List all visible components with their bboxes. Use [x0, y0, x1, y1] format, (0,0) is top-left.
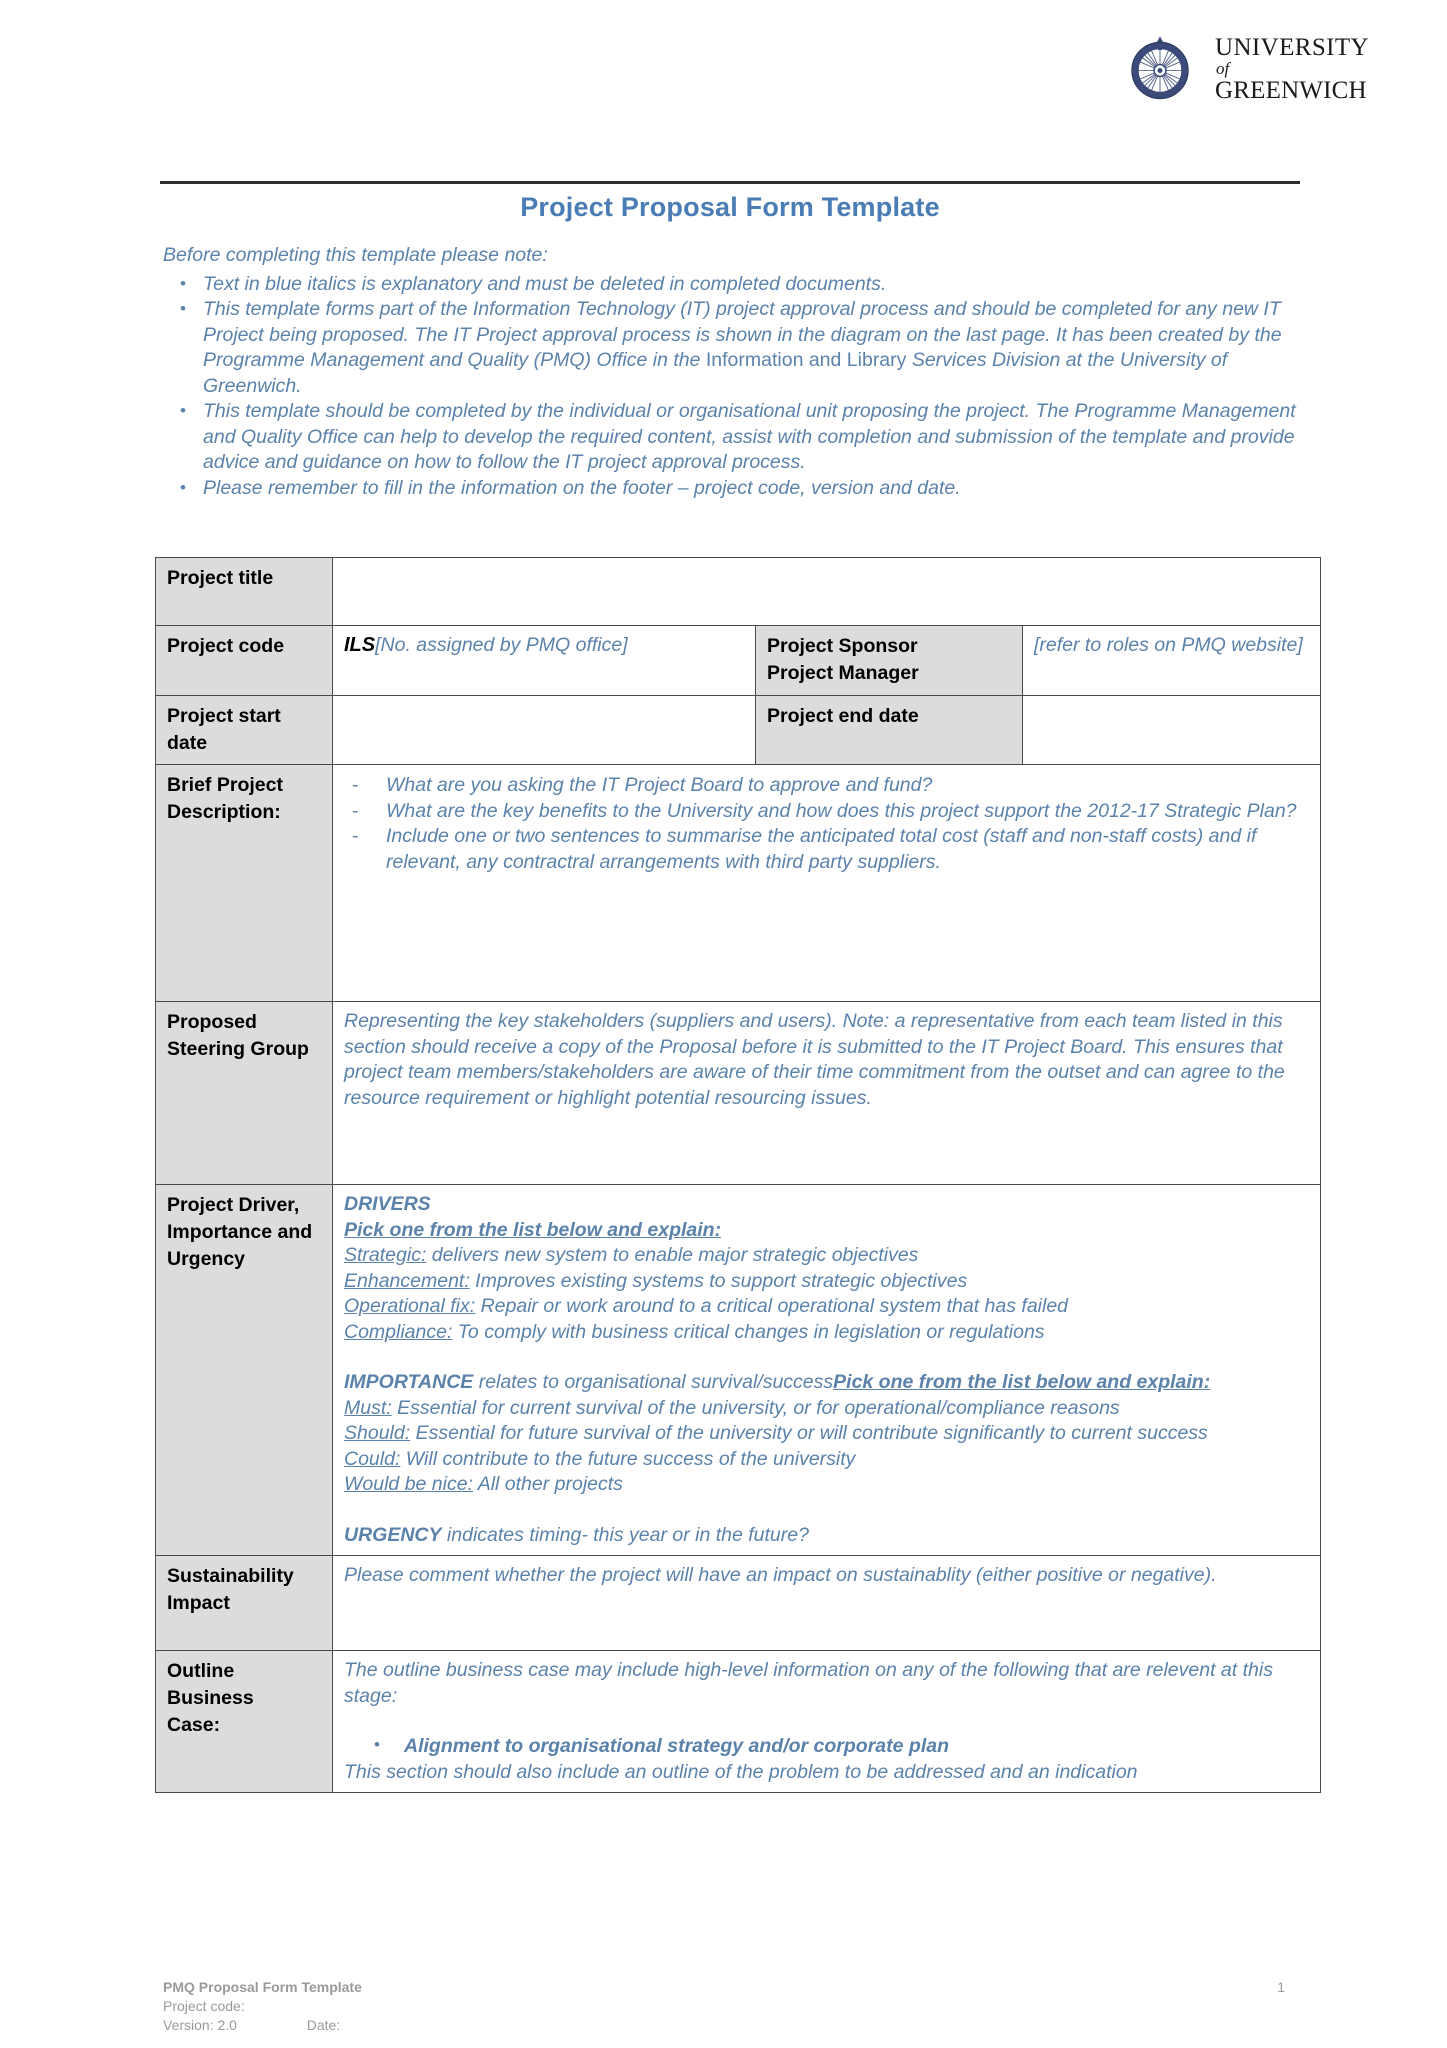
- driver-item: [344, 1269, 1310, 1295]
- importance-item: [344, 1447, 1310, 1473]
- logo-line-of: of: [1216, 59, 1230, 79]
- importance-desc: relates to organisational survival/success: [473, 1371, 834, 1393]
- label-line-1: Outline Business: [167, 1660, 254, 1709]
- page-footer: [163, 1978, 1313, 2035]
- label-sustainability-impact: [156, 1556, 333, 1651]
- label-line-2: Description:: [167, 801, 281, 823]
- importance-item-term: Must:: [344, 1396, 392, 1419]
- label-line-2: Impact: [167, 1592, 230, 1614]
- field-project-end-date[interactable]: [1023, 696, 1321, 765]
- importance-term: IMPORTANCE: [344, 1371, 474, 1393]
- label-project-driver-importance-urgency: [156, 1185, 333, 1556]
- table-row: [156, 1002, 1321, 1185]
- project-code-hint: [No. assigned by PMQ office]: [375, 634, 628, 656]
- footer-version-label: Version:: [163, 2017, 214, 2033]
- label-line-1: Sustainability: [167, 1565, 294, 1587]
- table-row: [156, 626, 1321, 696]
- table-row: [156, 696, 1321, 765]
- logo-line-university: UNIVERSITY: [1215, 33, 1369, 61]
- project-proposal-form-table: [155, 557, 1321, 1793]
- list-item: [163, 476, 1313, 502]
- label-line-2: Case:: [167, 1714, 221, 1736]
- list-item: [163, 297, 1313, 399]
- label-project-sponsor-manager: [756, 626, 1023, 696]
- business-case-intro: The outline business case may include high-level information on any of the following that are relevent at this stage:: [344, 1659, 1273, 1707]
- footer-template-name: PMQ Proposal Form Template: [163, 1979, 362, 1995]
- intro-bullet-text: Text in blue italics is explanatory and must be deleted in completed documents.: [203, 272, 887, 295]
- table-row: [156, 1185, 1321, 1556]
- label-project-start-date: Project start date: [156, 696, 333, 765]
- driver-desc: Improves existing systems to support strategic objectives: [469, 1269, 968, 1292]
- importance-item-term: Could:: [344, 1447, 401, 1470]
- intro-link-text[interactable]: Information and Library: [705, 349, 907, 371]
- importance-item-desc: Will contribute to the future success of the university: [400, 1447, 856, 1470]
- intro-lead: Before completing this template please note:: [163, 244, 548, 266]
- driver-item: [344, 1243, 1310, 1269]
- footer-page-number: 1: [1277, 1979, 1285, 1995]
- footer-version-row: [163, 2016, 1313, 2035]
- urgency-term: URGENCY: [344, 1523, 442, 1546]
- importance-item: [344, 1472, 1310, 1498]
- importance-paragraph: [344, 1370, 1310, 1396]
- list-item: - What are the key benefits to the University and how does this project support the 2012-17 Strategic Plan?: [344, 799, 1310, 825]
- label-outline-business-case: [156, 1651, 333, 1793]
- paragraph-spacer: [344, 1498, 1310, 1523]
- importance-item-term: Would be nice:: [344, 1473, 473, 1495]
- field-project-driver-importance-urgency[interactable]: [333, 1185, 1321, 1556]
- label-line-1: Proposed: [167, 1011, 257, 1033]
- brief-description-list: [344, 773, 1310, 875]
- driver-item: [344, 1320, 1310, 1346]
- intro-bullet-text: This template should be completed by the individual or organisational unit proposing the project. The Programme Management and Quality Office can help to develop the required content, assist with completion and submission of the template and provide advice and guidance on how to follow the IT project approval process.: [203, 400, 1296, 473]
- table-row: [156, 1556, 1321, 1651]
- table-row: [156, 765, 1321, 1002]
- label-line-1: Project Driver,: [167, 1194, 300, 1216]
- label-line-3: Urgency: [167, 1248, 246, 1270]
- footer-project-code: Project code:: [163, 1998, 245, 2014]
- list-item: - Include one or two sentences to summarise the anticipated total cost (staff and non-staff costs) and if relevant, any contractral arrangements with third party suppliers.: [344, 824, 1310, 875]
- business-case-bullet: • Alignment to organisational strategy and/or corporate plan: [344, 1734, 1310, 1760]
- intro-bullet-text-tail: Services Division at the University of Greenwich.: [203, 349, 1228, 397]
- title-divider-rule: [160, 181, 1300, 184]
- list-item: [163, 399, 1313, 476]
- university-crest-compass-icon: [1123, 32, 1197, 106]
- driver-desc: delivers new system to enable major strategic objectives: [426, 1244, 919, 1266]
- intro-note-block: [163, 243, 1313, 501]
- field-sustainability-impact[interactable]: Please comment whether the project will have an impact on sustainablity (either positive or negative).: [333, 1556, 1321, 1651]
- label-project-end-date: Project end date: [756, 696, 1023, 765]
- driver-term: Operational fix:: [344, 1295, 476, 1317]
- field-roles-hint[interactable]: [refer to roles on PMQ website]: [1023, 626, 1321, 696]
- driver-term: Strategic:: [344, 1244, 427, 1266]
- intro-bullet-list: [163, 272, 1313, 502]
- table-row: [156, 558, 1321, 626]
- driver-desc: Repair or work around to a critical operational system that has failed: [475, 1295, 1069, 1317]
- university-logo: [1123, 32, 1369, 106]
- logo-line-greenwich: GREENWICH: [1215, 76, 1367, 104]
- importance-item-desc: Essential for future survival of the university or will contribute significantly to current success: [410, 1422, 1208, 1444]
- driver-desc: To comply with business critical changes in legislation or regulations: [452, 1320, 1045, 1343]
- label-project-manager: Project Manager: [767, 662, 919, 684]
- driver-item: [344, 1294, 1310, 1320]
- label-line-2: Steering Group: [167, 1038, 309, 1060]
- table-row: [156, 1651, 1321, 1793]
- field-project-title[interactable]: [333, 558, 1321, 626]
- urgency-desc: indicates timing- this year or in the future?: [441, 1523, 809, 1546]
- drivers-pick-instruction: Pick one from the list below and explain:: [344, 1218, 722, 1241]
- urgency-paragraph: [344, 1523, 1310, 1549]
- label-project-title: Project title: [156, 558, 333, 626]
- importance-pick-instruction: Pick one from the list below and explain:: [833, 1371, 1211, 1393]
- driver-term: Enhancement:: [344, 1269, 470, 1292]
- paragraph-spacer: [344, 1709, 1310, 1734]
- label-line-2: Importance and: [167, 1221, 313, 1243]
- importance-item-term: Should:: [344, 1422, 411, 1444]
- field-project-code[interactable]: [333, 626, 756, 696]
- field-proposed-steering-group[interactable]: Representing the key stakeholders (suppliers and users). Note: a representative from each team listed in this section should receive a copy of the Proposal before it is submitted to the IT Project Board. This ensures that project team members/stakeholders are aware of their time commitment from the outset and can agree to the resource requirement or highlight potential resourcing issues.: [333, 1002, 1321, 1185]
- importance-item: [344, 1421, 1310, 1447]
- project-code-prefix: ILS: [344, 634, 376, 656]
- list-item: - What are you asking the IT Project Board to approve and fund?: [344, 773, 1310, 799]
- label-line-1: Brief Project: [167, 774, 283, 796]
- label-project-sponsor: Project Sponsor: [767, 635, 918, 657]
- footer-date-label: Date:: [306, 2017, 341, 2033]
- paragraph-spacer: [344, 1345, 1310, 1370]
- page-title: Project Proposal Form Template: [520, 192, 940, 222]
- driver-term: Compliance:: [344, 1320, 453, 1343]
- importance-item: [344, 1396, 1310, 1422]
- importance-item-desc: Essential for current survival of the university, or for operational/compliance reasons: [391, 1396, 1120, 1419]
- importance-item-desc: All other projects: [473, 1473, 623, 1495]
- field-outline-business-case[interactable]: [333, 1651, 1321, 1793]
- field-project-start-date[interactable]: [333, 696, 756, 765]
- intro-bullet-text: This template forms part of the Information Technology (IT) project approval process and should be completed for any new IT Project being proposed. The IT Project approval process is shown in the diagram on the last page. It has been created by the Programme Management and Quality (PMQ) Office in the: [203, 298, 1282, 371]
- label-brief-project-description: [156, 765, 333, 1002]
- label-project-code: Project code: [156, 626, 333, 696]
- business-case-tail: This section should also include an outline of the problem to be addressed and an indication: [344, 1760, 1138, 1783]
- intro-bullet-text: Please remember to fill in the information on the footer – project code, version and date.: [203, 476, 961, 499]
- drivers-heading: DRIVERS: [344, 1193, 431, 1215]
- footer-version-value: 2.0: [217, 2017, 237, 2033]
- list-item: [163, 272, 1313, 298]
- label-proposed-steering-group: [156, 1002, 333, 1185]
- field-brief-project-description[interactable]: [333, 765, 1321, 1002]
